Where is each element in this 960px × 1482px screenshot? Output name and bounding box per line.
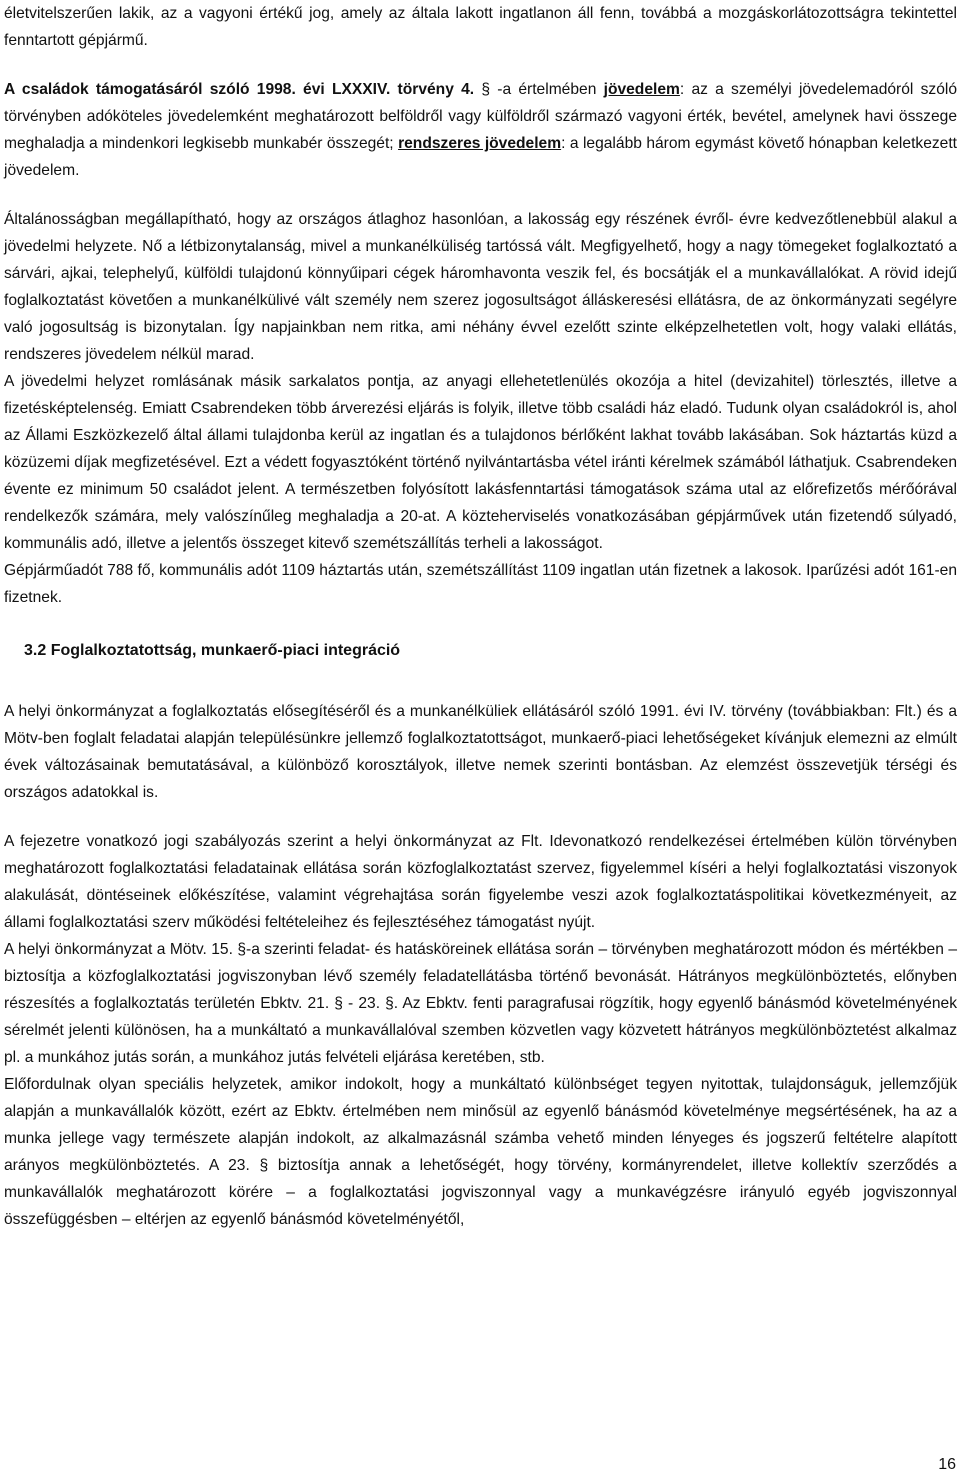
law-text-c: : a legalább három egymást követő hónapban keletkezett jövedelem.	[4, 135, 958, 179]
term-jovedelem: jövedelem	[603, 81, 680, 98]
spacer	[4, 54, 957, 76]
term-rendszeres-jovedelem: rendszeres jövedelem	[398, 135, 562, 152]
spacer	[4, 806, 957, 828]
page-number: 16	[938, 1456, 956, 1473]
paragraph-tax-figures: Gépjárműadót 788 fő, kommunális adót 1109 háztartás után, szemétszállítást 1109 ingatlan után fizetnek a lakosok. Iparűzési adót 161-en fizetnek.	[4, 562, 957, 606]
paragraph-intro: életvitelszerűen lakik, az a vagyoni értékű jog, amely az általa lakott ingatlanon áll fenn, továbbá a mozgáskorlátozottságra tekintettel fenntartott gépjármű.	[4, 5, 957, 49]
paragraph-income-decline: A jövedelmi helyzet romlásának másik sarkalatos pontja, az anyagi ellehetetlenülés okozója a hitel (devizahitel) törlesztés, illetve a fizetésképtelenség. Emiatt Csabrendeken több árverezési eljárás is folyik, illetve több családi ház eladó. Tudunk olyan családokról is, ahol az Állami Eszközkezelő által állami tulajdonba kerül az ingatlan és a tulajdonos bérlőként lakhat tovább lakásában. Sok háztartás küzd a közüzemi díjak megfizetésével. Ezt a védett fogyasztóként történő nyilvántartásba vétel iránti kérelmek számából láthatjuk. Csabrendeken évente ez minimum 50 családot jelent. A természetben folyósított lakásfenntartási támogatások száma utal az előrefizetős mérőórával rendelkezők számára, mely valószínűleg meghaladja a 20-at. A közteherviselés vonatkozásában gépjárművek után fizetendő súlyadó, kommunális adó, illetve a jelentős összeget kitevő szemétszállítás terheli a lakosságot.	[4, 373, 957, 552]
paragraph-flt-regulation: A fejezetre vonatkozó jogi szabályozás szerint a helyi önkormányzat az Flt. Idevonatkozó rendelkezései értelmében külön törvényben meghatározott foglalkoztatási feladatainak ellátása során közfoglalkoztatást szervez, figyelemmel kíséri a helyi foglalkoztatási viszonyok alakulását, döntéseinek előkészítése, valamint végrehajtása során figyelembe veszi azok foglalkoztatáspolitikai következményeit, az állami foglalkoztatási szerv működési feltételeihez és fejlesztéséhez támogatást nyújt.	[4, 833, 957, 931]
paragraph-special-situations: Előfordulnak olyan speciális helyzetek, amikor indokolt, hogy a munkáltató különbséget tegyen nyitottak, tulajdonságuk, jellemzőjük alapján a munkavállalók között, ezért az Ebktv. értelmében nem minősül az egyenlő bánásmód követelménye megsértésének, ha az a munka jellege vagy természete alapján indokolt, az alkalmazásnál számba vehető minden lényeges és jogszerű feltételre alapított arányos megkülönböztetés. A 23. § biztosítja annak a lehetőségét, hogy törvény, kormányrendelet, illetve kollektív szerződés a munkavállalók meghatározott körére – a foglalkoztatási jogviszonnyal vagy a munkavégzésre irányuló egyéb jogviszonnyal összefüggésben – eltérjen az egyenlő bánásmód követelményétől,	[4, 1076, 957, 1228]
spacer	[4, 611, 957, 637]
page-content	[4, 0, 957, 1233]
section-heading: 3.2 Foglalkoztatottság, munkaerő-piaci integráció	[24, 642, 401, 659]
paragraph-law-definition	[4, 76, 957, 184]
law-reference: A családok támogatásáról szóló 1998. évi LXXXIV. törvény 4.	[4, 81, 475, 98]
spacer	[4, 664, 957, 698]
paragraph-motv-duties: A helyi önkormányzat a Mötv. 15. §-a szerinti feladat- és hatásköreinek ellátása során – törvényben meghatározott módon és mértékben – biztosítja a közfoglalkoztatási jogviszonyban lévő személy feladatellátásba történő bevonását. Hátrányos megkülönböztetés, előnyben részesítés a foglalkoztatás területén Ebktv. 21. § - 23. §. Az Ebktv. fenti paragrafusai rögzítik, hogy egyenlő bánásmód követelményének sérelmét jelenti különösen, ha a munkáltató a munkavállalóval szemben közvetlen vagy közvetett hátrányos megkülönböztetést alkalmaz pl. a munkához jutás során, a munkához jutás felvételi eljárása keretében, stb.	[4, 941, 957, 1066]
spacer	[4, 184, 957, 206]
paragraph-general-situation: Általánosságban megállapítható, hogy az országos átlaghoz hasonlóan, a lakosság egy részének évről- évre kedvezőtlenebbül alakul a jövedelmi helyzete. Nő a létbizonytalanság, mivel a munkanélküliség tartóssá vált. Megfigyelhető, hogy a nagy tömegeket foglalkoztató a sárvári, ajkai, telephelyű, külföldi tulajdonú könnyűipari cégek háromhavonta veszik fel, és bocsátják el a munkavállalókat. A rövid idejű foglalkoztatást követően a munkanélkülivé vált személy nem szerez jogosultságot álláskeresési ellátásra, de az önkormányzati segélyre való jogosultság is bizonytalan. Így napjainkban nem ritka, ami néhány évvel ezelőtt szinte elképzelhetetlen volt, hogy valaki ellátás, rendszeres jövedelem nélkül marad.	[4, 211, 957, 363]
paragraph-local-government: A helyi önkormányzat a foglalkoztatás elősegítéséről és a munkanélküliek ellátásáról szóló 1991. évi IV. törvény (továbbiakban: Flt.) és a Mötv-ben foglalt feladatai alapján településünkre jellemző foglalkoztatottságot, munkaerő-piaci lehetőségeket kívánjuk elemezni az elmúlt évek változásainak bemutatásával, a különböző korosztályok, illetve nemek szerinti bontásban. Az elemzést összevetjük térségi és országos adatokkal is.	[4, 703, 957, 801]
law-text-b: : az a személyi jövedelemadóról szóló törvényben adóköteles jövedelemként meghatározott belföldről vagy külföldről származó vagyoni érték, bevétel, amelynek havi összege meghaladja a mindenkori legkisebb munkabér összegét;	[4, 81, 957, 152]
law-text-a: § -a értelmében	[474, 81, 604, 98]
